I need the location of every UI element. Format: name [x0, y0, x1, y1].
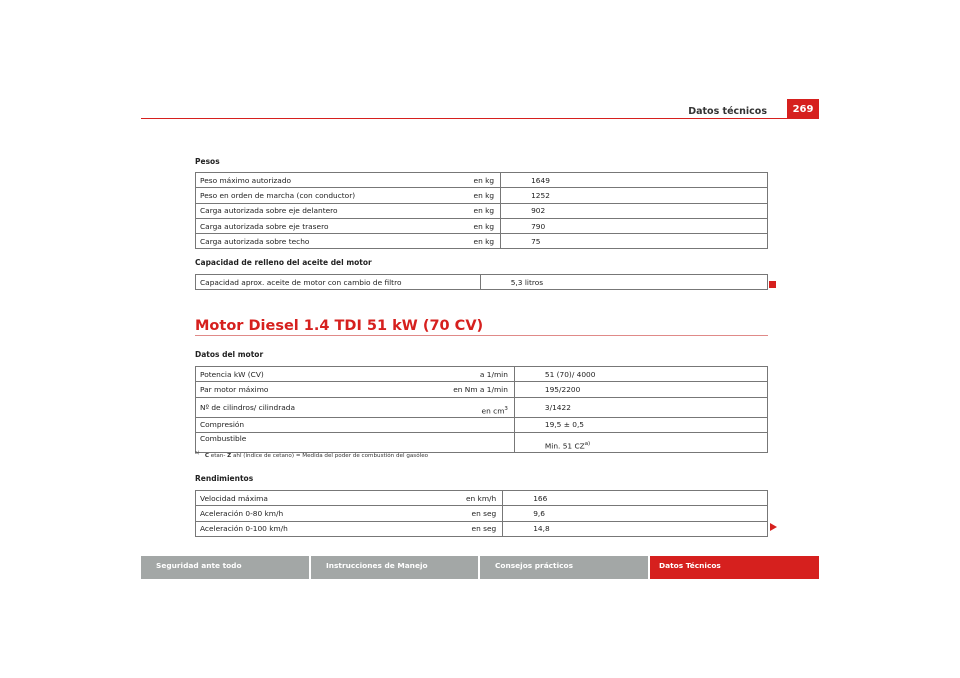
row-value: 1649	[501, 173, 768, 188]
row-label: Aceleración 0-100 km/h	[196, 521, 462, 536]
footer-tab-instrucciones[interactable]: Instrucciones de Manejo	[311, 556, 478, 579]
motor-table	[195, 366, 768, 453]
aceite-heading: Capacidad de relleno del aceite del motor	[195, 258, 372, 267]
row-value: 166	[503, 491, 768, 506]
row-label: Compresión	[196, 417, 450, 432]
section-end-marker-icon	[769, 281, 776, 288]
header-divider	[141, 118, 819, 119]
row-value	[514, 432, 767, 452]
aceite-table	[195, 274, 768, 290]
row-unit: en seg	[462, 521, 503, 536]
table-row	[196, 218, 768, 233]
table-row	[196, 491, 768, 506]
row-value: 9,6	[503, 506, 768, 521]
row-label: Carga autorizada sobre techo	[196, 234, 470, 249]
table-row	[196, 382, 768, 397]
row-unit: en Nm a 1/min	[449, 382, 514, 397]
table-row	[196, 506, 768, 521]
rendimientos-table	[195, 490, 768, 537]
row-label: Peso en orden de marcha (con conductor)	[196, 188, 470, 203]
row-unit: en kg	[470, 218, 501, 233]
row-value: 790	[501, 218, 768, 233]
table-row	[196, 275, 768, 290]
unit-superscript: 3	[504, 406, 508, 413]
row-label: Nº de cilindros/ cilindrada	[196, 397, 450, 417]
pesos-heading: Pesos	[195, 157, 220, 166]
table-row	[196, 367, 768, 382]
footnote-mark: a)	[195, 451, 200, 456]
footnote-etan: etan-	[208, 452, 228, 459]
row-value: 195/2200	[514, 382, 767, 397]
row-value: 3/1422	[514, 397, 767, 417]
footnote-ref: a)	[584, 441, 591, 448]
row-unit	[449, 432, 514, 452]
row-label: Peso máximo autorizado	[196, 173, 470, 188]
chapter-divider	[195, 335, 768, 336]
row-unit: en seg	[462, 506, 503, 521]
footnote	[195, 451, 428, 459]
row-label: Combustible	[196, 432, 450, 452]
row-unit	[449, 397, 514, 417]
unit-text: en cm	[481, 406, 505, 416]
row-unit: en kg	[470, 203, 501, 218]
footnote-text: ahl (índice de cetano) = Medida del poder de combustión del gasóleo	[231, 452, 429, 459]
table-row	[196, 234, 768, 249]
footer-tab-datos-tecnicos[interactable]: Datos Técnicos	[650, 556, 819, 579]
footer-tab-seguridad[interactable]: Seguridad ante todo	[141, 556, 309, 579]
row-value: 14,8	[503, 521, 768, 536]
row-value: 75	[501, 234, 768, 249]
page-header-title: Datos técnicos	[688, 106, 767, 117]
value-text: Min. 51 CZ	[544, 441, 585, 451]
row-label: Potencia kW (CV)	[196, 367, 450, 382]
page-number: 269	[787, 99, 819, 118]
row-value: 19,5 ± 0,5	[514, 417, 767, 432]
table-row	[196, 432, 768, 452]
row-label: Carga autorizada sobre eje trasero	[196, 218, 470, 233]
table-row	[196, 203, 768, 218]
row-unit: en km/h	[462, 491, 503, 506]
row-label: Carga autorizada sobre eje delantero	[196, 203, 470, 218]
row-unit: a 1/min	[449, 367, 514, 382]
continue-arrow-icon	[770, 523, 777, 531]
table-row	[196, 397, 768, 417]
footnote-c: C	[204, 452, 209, 459]
chapter-title: Motor Diesel 1.4 TDI 51 kW (70 CV)	[195, 318, 484, 334]
table-row	[196, 521, 768, 536]
row-unit: en kg	[470, 234, 501, 249]
rendimientos-heading: Rendimientos	[195, 474, 254, 483]
row-label: Capacidad aprox. aceite de motor con cambio de filtro	[196, 275, 481, 290]
row-value: 1252	[501, 188, 768, 203]
row-label: Aceleración 0-80 km/h	[196, 506, 462, 521]
row-unit	[449, 417, 514, 432]
row-label: Velocidad máxima	[196, 491, 462, 506]
row-value: 5,3 litros	[480, 275, 767, 290]
row-unit: en kg	[470, 188, 501, 203]
row-value: 902	[501, 203, 768, 218]
row-value: 51 (70)/ 4000	[514, 367, 767, 382]
footnote-z: Z	[227, 452, 232, 459]
motor-heading: Datos del motor	[195, 350, 264, 359]
footer-tab-consejos[interactable]: Consejos prácticos	[480, 556, 648, 579]
table-row	[196, 188, 768, 203]
row-unit: en kg	[470, 173, 501, 188]
table-row	[196, 417, 768, 432]
row-label: Par motor máximo	[196, 382, 450, 397]
pesos-table	[195, 172, 768, 249]
table-row	[196, 173, 768, 188]
